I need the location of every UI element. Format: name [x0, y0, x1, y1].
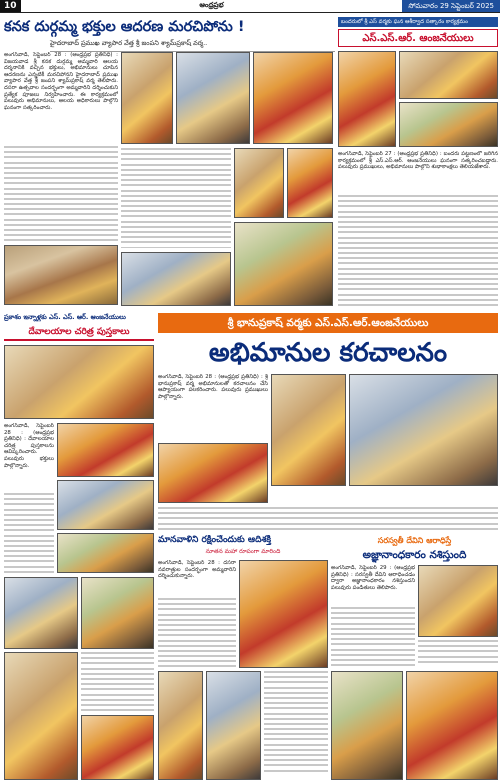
main-photo-8: [234, 222, 333, 306]
left-mid-body-text: అంగన్‌వాడి, సెప్టెంబర్ 28 : (ఆంధ్రప్రభ ప్రతినిధి) : దేవాలయాల చరిత్ర పుస్తకాలను ఆవిష్కరించారు. పలువురు భక్తులు పాల్గొన్నారు.: [4, 423, 54, 469]
right-top-photo-1: [338, 51, 396, 147]
center-photo-3: [158, 443, 268, 503]
left-mid-photo-3: [57, 480, 154, 530]
center-photo-1: [271, 374, 346, 486]
left-mid-photo-2: [57, 423, 154, 477]
left-mid-body-column: [4, 493, 54, 573]
lower-right-body-column: [331, 607, 415, 667]
right-top-body-column: [338, 195, 498, 307]
left-mid-photo-4: [57, 533, 154, 573]
lower-left-body-column: [158, 598, 236, 668]
main-body-column: [4, 146, 118, 241]
center-body-text: అంగన్‌వాడి, సెప్టెంబర్ 28 : (ఆంధ్రప్రభ ప్రతినిధి) : శ్రీ భానుప్రకాష్ వర్మ అభిమానులతో కరచాలనం చేసి ఆప్యాయంగా పలకరించారు. పలువురు ప్రముఖులు పాల్గొన్నారు.: [158, 374, 268, 400]
lower-right-kicker: సరస్వతీ దేవిని ఆరాధిస్తే: [331, 535, 498, 547]
bottom-photo-4: [81, 715, 154, 780]
lower-right-body-column-2: [418, 640, 498, 667]
right-top-photo-2: [399, 51, 498, 99]
bottom-photo-7: [331, 671, 403, 780]
main-caption-text: [121, 148, 231, 248]
lower-left-photo-1: [239, 560, 328, 668]
lower-left-kicker: మానవాళిని రక్షించేందుకు ఆదిశక్తి: [158, 535, 272, 545]
page-number: 10: [0, 0, 21, 12]
main-photo-2: [121, 52, 173, 144]
lower-left-subkicker: నూతన మహా రూపంగా మారింది: [205, 548, 281, 555]
lower-right-photo-1: [418, 565, 498, 637]
center-caption-text: [158, 507, 498, 531]
right-top-body-text: అంగన్‌వాడి, సెప్టెంబర్ 27 : (ఆంధ్రప్రభ ప్రతినిధి) : బందరు పట్టణంలో జరిగిన కార్యక్రమంలో శ్రీ ఎస్.ఎస్.ఆర్. ఆంజనేయులు ఘనంగా సత్కరించబడ్డారు. పలువురు ప్రముఖులు, అభిమానులు పాల్గొని శుభాకాంక్షలు తెలియజేశారు.: [338, 151, 498, 171]
bottom-photo-5: [158, 671, 203, 780]
bottom-photo-1: [4, 577, 78, 649]
main-headline: కనక దుర్గమ్మ భక్తుల ఆదరణ మరచిపోను !: [4, 19, 245, 35]
main-photo-5: [121, 252, 231, 306]
main-photo-6: [234, 148, 284, 218]
left-mid-kicker: ప్రకాశం ఇన్నాళ్లకు ఎస్. ఎస్. ఆర్. ఆంజనేయులు: [4, 313, 126, 321]
main-subhead: హైదరాబాద్ ప్రముఖ వ్యాపార వేత్త శ్రీ జంపని శ్యామ్‌ప్రకాష్ వర్మ..: [50, 39, 335, 52]
banner-kicker: శ్రీ భానుప్రకాష్ వర్మకు ఎస్.ఎస్.ఆర్.ఆంజనేయులు: [158, 313, 498, 333]
right-top-headline: ఎస్.ఎస్.ఆర్. ఆంజనేయులు: [338, 29, 498, 47]
main-photo-1: [4, 245, 118, 305]
bottom-photo-2: [81, 577, 154, 649]
main-body-text: అంగన్‌వాడి, సెప్టెంబర్ 28 : (ఆంధ్రప్రభ ప్రతినిధి) : విజయవాడ శ్రీ కనక దుర్గమ్మ అమ్మవారి ఆలయ దర్శనానికి వచ్చిన భక్తులు, అభిమానులు చూపిన ఆదరణను ఎన్నటికీ మరచిపోనని హైదరాబాద్ ప్రముఖ వ్యాపార వేత్త శ్రీ జంపని శ్యామ్‌ప్రకాష్ వర్మ తెలిపారు. దసరా ఉత్సవాల సందర్భంగా అమ్మవారిని దర్శించుకుని ప్రత్యేక పూజలు నిర్వహించారు. ఈ కార్యక్రమంలో పలువురు అభిమానులు, ఆలయ అధికారులు పాల్గొని ఘనంగా సత్కరించారు.: [4, 52, 118, 111]
right-top-kicker: బందరులో శ్రీ ఎస్ వర్మకు ఘన ఆశీర్వాద సత్కారం కార్యక్రమం: [338, 17, 498, 27]
lower-right-headline: అజ్ఞానాంధకారం నశిస్తుంది: [362, 549, 467, 561]
main-photo-7: [287, 148, 333, 218]
bottom-center-text: [264, 671, 328, 780]
masthead: ఆంధ్రప్రభ: [199, 1, 224, 9]
banner-headline: అభిమానుల కరచాలనం: [208, 338, 448, 368]
bottom-photo-8: [406, 671, 498, 780]
bottom-photo-6: [206, 671, 261, 780]
left-mid-headline: దేవాలయాల చరిత్ర పుస్తకాలు: [4, 324, 154, 341]
main-photo-4: [253, 52, 333, 144]
lower-left-body-text: అంగన్‌వాడి, సెప్టెంబర్ 28 : దసరా నవరాత్రుల సందర్భంగా అమ్మవారిని దర్శించుకున్నారు.: [158, 560, 236, 580]
main-photo-3: [176, 52, 250, 144]
bottom-caption-text: [81, 652, 154, 712]
page-header: [0, 0, 500, 13]
bottom-photo-3: [4, 652, 78, 780]
center-photo-2: [349, 374, 498, 486]
right-top-photo-3: [399, 102, 498, 147]
left-mid-photo-1: [4, 345, 154, 419]
lower-right-body-text: అంగన్‌వాడి, సెప్టెంబర్ 29 : (ఆంధ్రప్రభ ప్రతినిధి) : సరస్వతీ దేవిని ఆరాధించడం ద్వారా అజ్ఞానాంధకారం నశిస్తుందని పలువురు పండితులు తెలిపారు.: [331, 565, 415, 591]
issue-date: సోమవారం 29 సెప్టెంబర్ 2025: [402, 0, 500, 12]
